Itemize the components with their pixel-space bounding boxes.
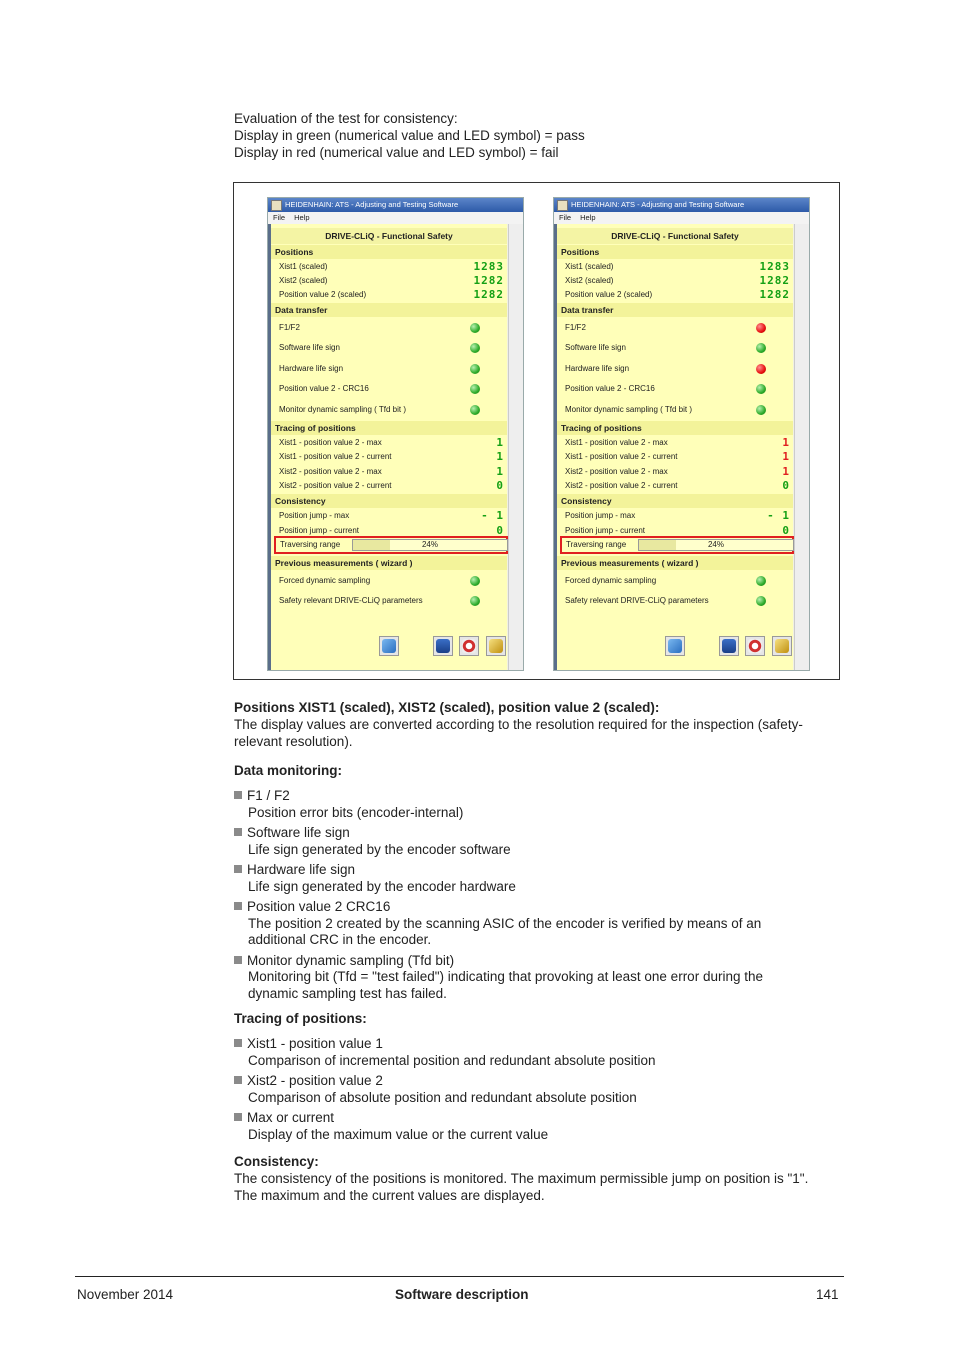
bullet-square-icon [234,791,242,799]
section-positions: Positions [271,245,507,259]
footer-title: Software description [395,1287,529,1302]
list-item-title: Software life sign [247,825,350,840]
row-label: Xist2 (scaled) [279,276,328,285]
list-item-description: Monitoring bit (Tfd = "test failed") indicating that provoking at least one error during the [248,969,763,984]
positions-text-1: The display values are converted according to the resolution required for the inspection (safety- [234,717,803,732]
exit-button[interactable] [486,636,506,656]
value-row [271,436,507,450]
row-label: Hardware life sign [279,363,344,373]
row-label: Software life sign [565,343,626,353]
menu-item-file[interactable]: File [559,213,572,222]
status-row [271,341,507,355]
help-button[interactable] [745,636,765,656]
digital-readout: 0 [782,478,790,492]
refresh-button[interactable] [379,636,399,656]
row-label: Xist2 (scaled) [565,276,614,285]
row-label: F1/F2 [565,323,586,332]
refresh-icon [382,639,396,653]
positions-text-2: relevant resolution). [234,734,353,749]
section-previous-measurements: Previous measurements ( wizard ) [271,556,507,570]
row-label: Software life sign [279,343,340,353]
list-item-title: F1 / F2 [247,788,290,803]
value-row [271,260,507,274]
list-item [234,1036,656,1069]
digital-readout: 1282 [759,288,790,301]
menu-item-help[interactable]: Help [580,213,596,222]
row-label: Xist1 - position value 2 - current [565,452,678,462]
positions-section [234,699,803,750]
value-row [557,509,793,523]
title-bar [268,198,523,212]
app-icon [271,200,282,211]
green-led-icon [756,576,766,586]
digital-readout: 1 [782,436,790,449]
status-row [271,321,507,335]
bullet-square-icon [234,1076,242,1084]
traversing-range-value: 24% [421,539,438,549]
row-label: Xist2 - position value 2 - max [565,466,668,476]
list-item-description: Display of the maximum value or the current value [248,1126,549,1142]
row-label: Xist1 (scaled) [565,262,614,271]
window-title: HEIDENHAIN: ATS - Adjusting and Testing Software [571,200,745,209]
functional-safety-panel [271,224,507,670]
row-label: Position jump - max [279,511,350,521]
traversing-range-highlight [560,536,794,554]
scrollbar[interactable] [508,224,523,670]
list-item-title: Xist1 - position value 1 [247,1036,383,1051]
digital-readout: 0 [496,478,504,492]
status-row [271,362,507,376]
traversing-range-bar [352,539,508,551]
traversing-range-highlight [274,536,508,554]
green-led-icon [756,384,766,394]
section-data-transfer: Data transfer [271,303,507,317]
intro-text [234,110,585,161]
section-positions: Positions [557,245,793,259]
panel-toolbar [557,634,793,658]
exit-icon [775,639,789,653]
list-item-title: Monitor dynamic sampling (Tfd bit) [247,952,455,968]
red-led-icon [756,323,766,333]
green-led-icon [470,405,480,415]
list-item-title: Max or current [247,1110,335,1125]
panel-header: DRIVE-CLiQ - Functional Safety [557,228,793,244]
consistency-heading: Consistency: [234,1154,319,1169]
list-item [234,953,763,1003]
row-label: Safety relevant DRIVE-CLiQ parameters [279,596,423,606]
row-label: Position value 2 - CRC16 [279,384,369,394]
row-label: F1/F2 [279,323,300,332]
status-row [557,362,793,376]
bullet-square-icon [234,865,242,873]
row-label: Position jump - current [279,525,360,535]
save-icon [722,639,736,653]
exit-icon [489,639,503,653]
list-item-description: dynamic sampling test has failed. [248,985,447,1001]
ats-window-fail [553,197,810,671]
help-icon [748,639,762,653]
tracing-heading: Tracing of positions: [234,1011,367,1026]
row-label: Position jump - current [565,525,646,535]
consistency-text-1: The consistency of the positions is monitored. The maximum permissible jump on position is "1". [234,1171,809,1186]
consistency-text-2: The maximum and the current values are displayed. [234,1188,545,1203]
digital-readout: 1282 [759,274,790,287]
digital-readout: 0 [782,523,790,537]
value-row [557,260,793,274]
green-led-icon [756,405,766,415]
window-title: HEIDENHAIN: ATS - Adjusting and Testing Software [285,200,459,209]
list-item [234,825,511,858]
digital-readout: 1 [496,450,504,464]
value-row [557,465,793,479]
menu-bar [554,212,809,224]
section-consistency: Consistency [557,494,793,508]
help-button[interactable] [459,636,479,656]
bullet-square-icon [234,902,242,910]
row-label: Xist1 (scaled) [279,262,328,271]
status-row [557,403,793,417]
value-row [557,436,793,450]
section-previous-measurements: Previous measurements ( wizard ) [557,556,793,570]
digital-readout: 1282 [473,274,504,287]
footer-rule [75,1276,844,1277]
traversing-range-bar [638,539,794,551]
row-label: Forced dynamic sampling [565,575,657,585]
digital-readout: 1283 [759,260,790,273]
list-item-title: Position value 2 CRC16 [247,899,391,914]
data-monitoring-heading: Data monitoring: [234,763,342,778]
save-icon [436,639,450,653]
list-item-description: Comparison of absolute position and redundant absolute position [248,1089,637,1105]
list-item-description: additional CRC in the encoder. [248,932,432,947]
list-item-description: Position error bits (encoder-internal) [248,804,464,820]
bullet-square-icon [234,1113,242,1121]
exit-button[interactable] [772,636,792,656]
row-label: Xist1 - position value 2 - current [279,452,392,462]
row-label: Xist2 - position value 2 - max [279,466,382,476]
value-row [557,274,793,288]
menu-bar [268,212,523,224]
row-label: Position value 2 (scaled) [279,290,367,299]
status-row [271,574,507,588]
row-label: Xist2 - position value 2 - current [565,480,678,490]
bullet-square-icon [234,956,242,964]
digital-readout: 1283 [473,260,504,273]
refresh-icon [668,639,682,653]
list-item-title: Hardware life sign [247,862,356,877]
row-label: Monitor dynamic sampling ( Tfd bit ) [279,404,407,414]
intro-line-1: Evaluation of the test for consistency: [234,111,458,126]
digital-readout: 1 [496,464,504,478]
section-consistency: Consistency [271,494,507,508]
green-led-icon [470,364,480,374]
status-row [271,403,507,417]
row-label: Xist1 - position value 2 - max [565,438,668,447]
status-row [271,382,507,396]
digital-readout: 1 [496,436,504,449]
row-label: Forced dynamic sampling [279,575,371,585]
panel-toolbar [271,634,507,658]
positions-heading: Positions XIST1 (scaled), XIST2 (scaled), position value 2 (scaled): [234,700,660,715]
value-row [557,450,793,464]
value-row [557,288,793,302]
value-row [271,479,507,493]
refresh-button[interactable] [665,636,685,656]
functional-safety-panel [557,224,793,670]
value-row [271,274,507,288]
list-item-description: Life sign generated by the encoder hardware [248,878,516,894]
footer-date: November 2014 [77,1287,174,1302]
green-led-icon [470,343,480,353]
row-label: Monitor dynamic sampling ( Tfd bit ) [565,404,693,414]
row-label: Position value 2 (scaled) [565,290,653,299]
traversing-range-fill [639,540,676,550]
digital-readout: 0 [496,523,504,537]
row-label: Safety relevant DRIVE-CLiQ parameters [565,596,709,606]
intro-line-2: Display in green (numerical value and LED symbol) = pass [234,128,585,143]
value-row [271,509,507,523]
list-item-description: Comparison of incremental position and redundant absolute position [248,1052,656,1068]
green-led-icon [470,576,480,586]
status-row [557,594,793,608]
title-bar [554,198,809,212]
panel-header: DRIVE-CLiQ - Functional Safety [271,228,507,244]
scrollbar[interactable] [794,224,809,670]
row-label: Position jump - max [565,511,636,521]
digital-readout: - 1 [767,509,790,523]
green-led-icon [470,384,480,394]
status-row [557,341,793,355]
digital-readout: - 1 [481,509,504,523]
help-icon [462,639,476,653]
row-label: Position value 2 - CRC16 [565,384,655,394]
list-item [234,1110,548,1143]
list-item [234,862,516,895]
list-item [234,788,463,821]
ats-window-pass [267,197,524,671]
traversing-range-fill [353,540,390,550]
row-label: Xist2 - position value 2 - current [279,480,392,490]
traversing-range-label: Traversing range [280,539,341,549]
app-icon [557,200,568,211]
red-led-icon [756,364,766,374]
list-item-title: Xist2 - position value 2 [247,1073,383,1088]
value-row [271,288,507,302]
row-label: Hardware life sign [565,363,630,373]
intro-line-3: Display in red (numerical value and LED symbol) = fail [234,145,559,160]
section-data-transfer: Data transfer [557,303,793,317]
value-row [557,479,793,493]
list-item-description: Life sign generated by the encoder software [248,841,511,857]
row-label: Xist1 - position value 2 - max [279,438,382,447]
save-button[interactable] [433,636,453,656]
bullet-square-icon [234,828,242,836]
green-led-icon [470,323,480,333]
value-row [271,450,507,464]
section-tracing: Tracing of positions [557,421,793,435]
save-button[interactable] [719,636,739,656]
list-item [234,899,761,949]
figure-screenshots [233,182,840,680]
green-led-icon [756,343,766,353]
section-tracing: Tracing of positions [271,421,507,435]
list-item [234,1073,637,1106]
list-item-description: The position 2 created by the scanning ASIC of the encoder is verified by means of an [248,915,762,931]
green-led-icon [470,596,480,606]
digital-readout: 1282 [473,288,504,301]
green-led-icon [756,596,766,606]
digital-readout: 1 [782,450,790,464]
status-row [557,382,793,396]
menu-item-help[interactable]: Help [294,213,310,222]
traversing-range-label: Traversing range [566,539,627,549]
digital-readout: 1 [782,464,790,478]
value-row [271,465,507,479]
menu-item-file[interactable]: File [273,213,286,222]
status-row [557,321,793,335]
traversing-range-value: 24% [707,539,724,549]
bullet-square-icon [234,1039,242,1047]
footer-page-number: 141 [816,1287,839,1302]
status-row [271,594,507,608]
status-row [557,574,793,588]
consistency-section [234,1153,808,1204]
